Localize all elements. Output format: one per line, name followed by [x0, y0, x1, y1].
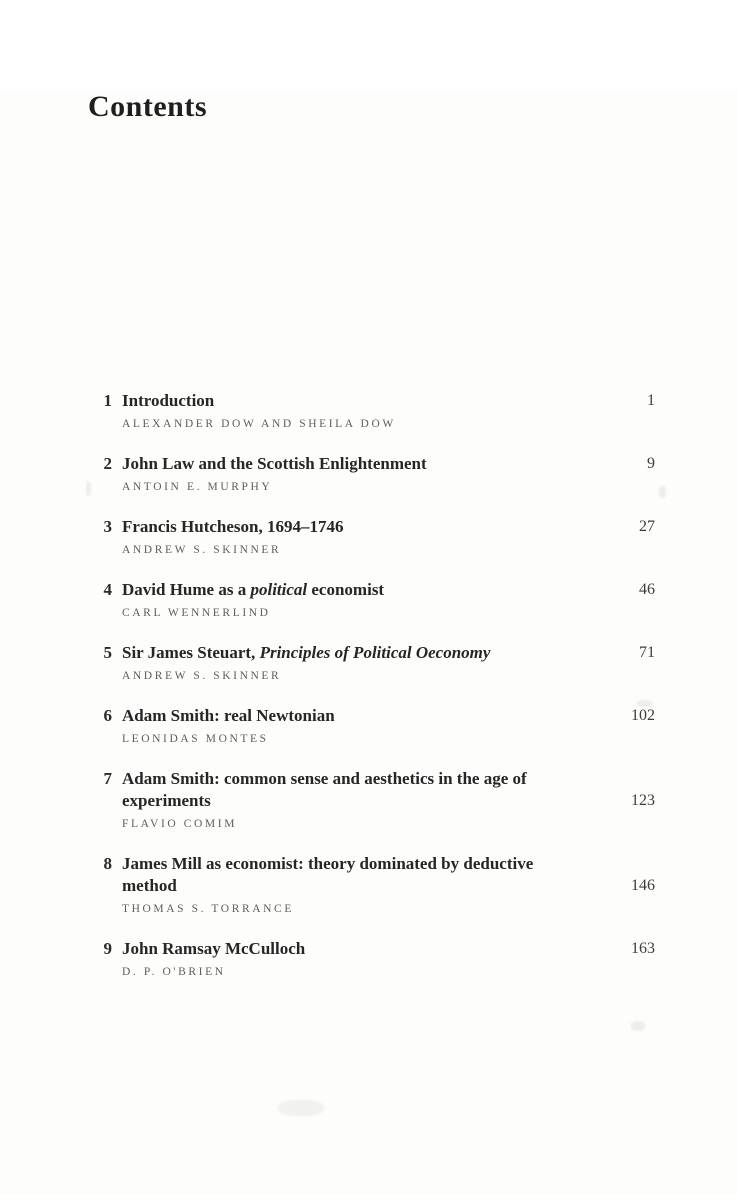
chapter-authors: ANTOIN E. MURPHY	[122, 481, 273, 493]
table-of-contents	[98, 390, 655, 979]
chapter-number: 7	[103, 769, 112, 788]
chapter-number: 5	[103, 643, 112, 662]
toc-entry-main	[122, 579, 655, 620]
chapter-number: 4	[103, 580, 112, 599]
chapter-page-number: 27	[639, 518, 655, 535]
chapter-page-number: 102	[631, 707, 655, 724]
toc-entry-main	[122, 938, 655, 979]
toc-entry	[98, 642, 655, 683]
chapter-title: Introduction	[122, 391, 215, 410]
toc-title-row	[122, 579, 655, 601]
chapter-authors: CARL WENNERLIND	[122, 607, 271, 619]
chapter-number: 8	[103, 854, 112, 873]
chapter-page-number: 71	[639, 644, 655, 661]
chapter-page-number: 9	[647, 455, 655, 472]
chapter-title: Adam Smith: real Newtonian	[122, 706, 335, 725]
chapter-number: 3	[103, 517, 112, 536]
chapter-page-number: 1	[647, 392, 655, 409]
toc-entry	[98, 453, 655, 494]
toc-entry-main	[122, 705, 655, 746]
chapter-page-number: 46	[639, 581, 655, 598]
chapter-authors: D. P. O'BRIEN	[122, 966, 226, 978]
toc-title-row	[122, 390, 655, 412]
scan-artifact	[86, 481, 91, 496]
toc-title-row	[122, 853, 655, 897]
chapter-title: Sir James Steuart, Principles of Political Oeconomy	[122, 643, 491, 662]
toc-title-row	[122, 642, 655, 664]
chapter-title: Francis Hutcheson, 1694–1746	[122, 517, 344, 536]
toc-title-row	[122, 453, 655, 475]
page-title: Contents	[88, 90, 208, 123]
toc-entry	[98, 705, 655, 746]
chapter-authors: ANDREW S. SKINNER	[122, 544, 282, 556]
chapter-number: 6	[103, 706, 112, 725]
toc-entry-main	[122, 453, 655, 494]
toc-entry-main	[122, 768, 655, 831]
scan-artifact	[631, 1021, 645, 1031]
scan-artifact	[637, 700, 653, 707]
chapter-number: 2	[103, 454, 112, 473]
chapter-page-number: 123	[631, 792, 655, 809]
toc-entry-main	[122, 642, 655, 683]
chapter-title: John Law and the Scottish Enlightenment	[122, 454, 427, 473]
toc-entry	[98, 516, 655, 557]
scan-artifact	[659, 486, 666, 498]
toc-entry-main	[122, 390, 655, 431]
toc-entry	[98, 938, 655, 979]
chapter-number: 9	[103, 939, 112, 958]
toc-entry	[98, 390, 655, 431]
chapter-authors: THOMAS S. TORRANCE	[122, 903, 294, 915]
toc-title-row	[122, 705, 655, 727]
chapter-title: John Ramsay McCulloch	[122, 939, 306, 958]
chapter-authors: LEONIDAS MONTES	[122, 733, 269, 745]
chapter-title: James Mill as economist: theory dominated by deductive method	[122, 854, 534, 895]
chapter-authors: ALEXANDER DOW AND SHEILA DOW	[122, 418, 396, 430]
toc-entry-main	[122, 853, 655, 916]
toc-entry-main	[122, 516, 655, 557]
scan-artifact	[278, 1100, 324, 1116]
toc-entry	[98, 768, 655, 831]
toc-title-row	[122, 516, 655, 538]
chapter-authors: ANDREW S. SKINNER	[122, 670, 282, 682]
toc-title-row	[122, 768, 655, 812]
chapter-page-number: 146	[631, 877, 655, 894]
toc-entry	[98, 579, 655, 620]
toc-entry	[98, 853, 655, 916]
chapter-authors: FLAVIO COMIM	[122, 818, 238, 830]
chapter-page-number: 163	[631, 940, 655, 957]
toc-title-row	[122, 938, 655, 960]
chapter-title: Adam Smith: common sense and aesthetics in the age of experiments	[122, 769, 527, 810]
chapter-title: David Hume as a political economist	[122, 580, 385, 599]
book-page	[0, 90, 737, 1195]
chapter-number: 1	[103, 391, 112, 410]
